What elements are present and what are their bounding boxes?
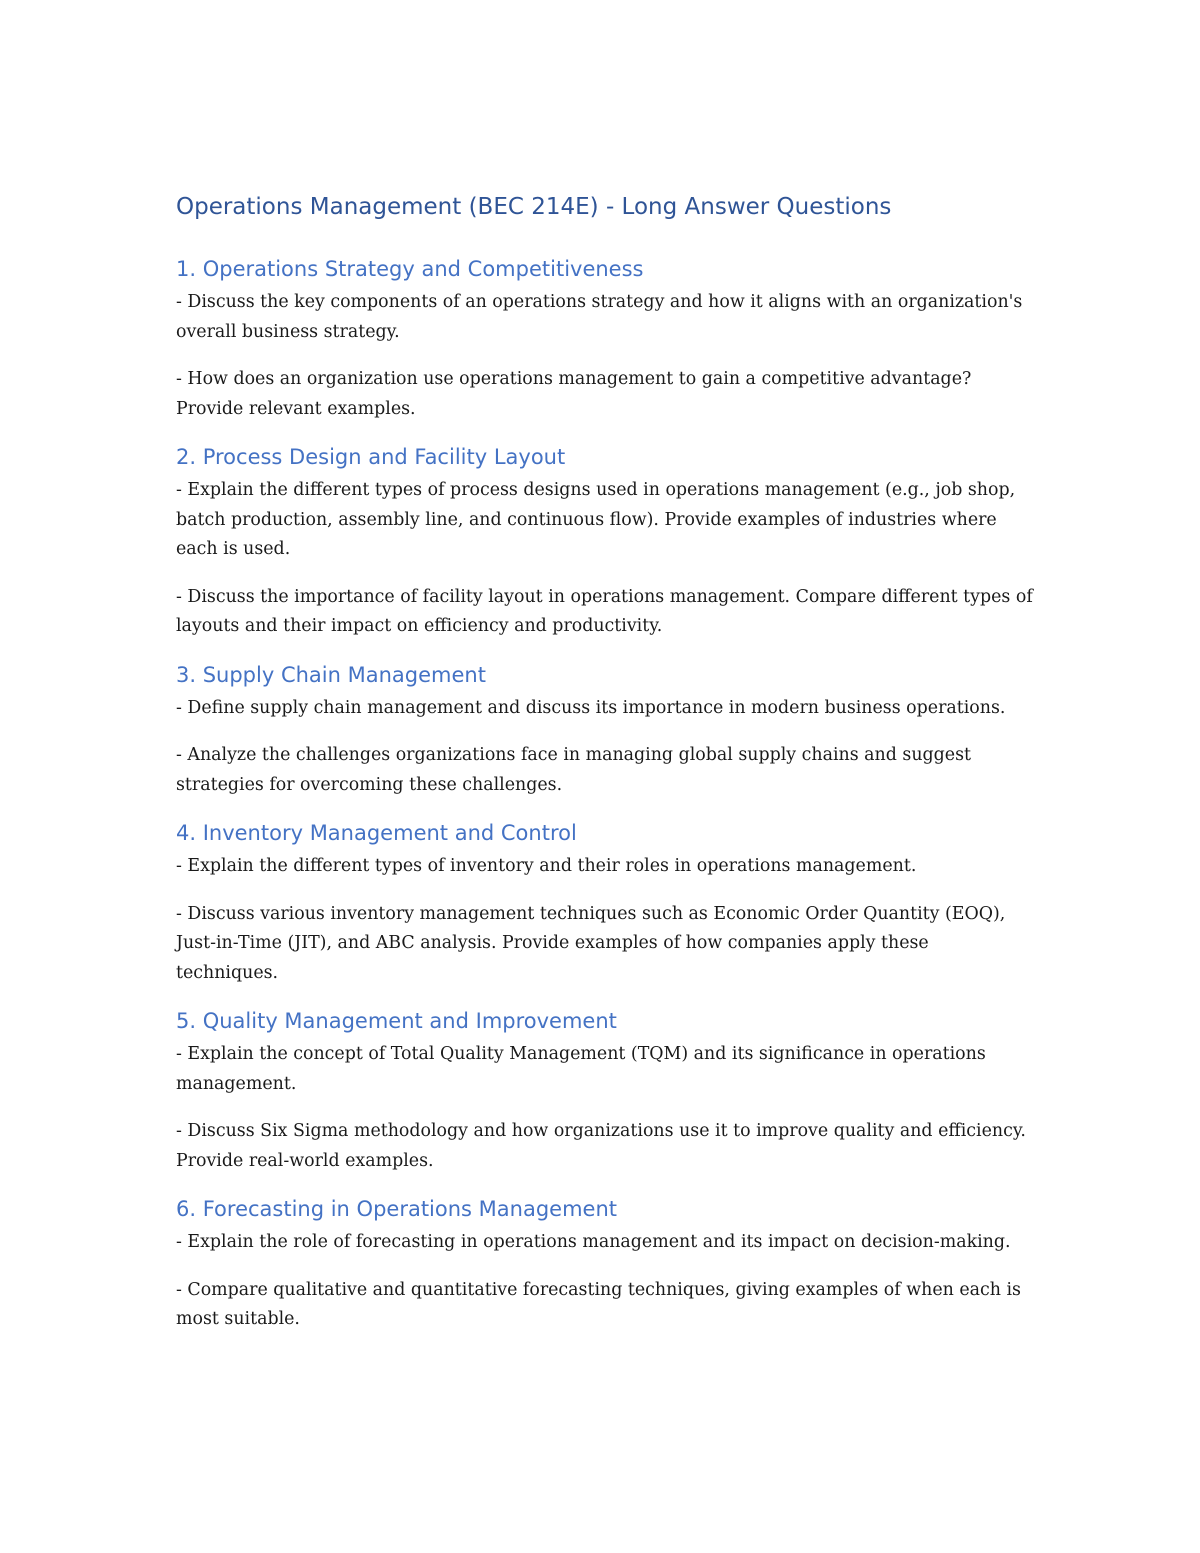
document-page <box>176 190 1036 1353</box>
question-item: - Discuss the key components of an operations strategy and how it aligns with an organization's overall business strategy. <box>176 292 1023 342</box>
section-heading: 4. Inventory Management and Control <box>176 821 577 845</box>
question-item: - Explain the different types of process designs used in operations management (e.g., job shop, batch production, assembly line, and continuous flow). Provide examples of industries where each is used. <box>176 480 1016 559</box>
question-item: - Discuss the importance of facility layout in operations management. Compare different types of layouts and their impact on efficiency and productivity. <box>176 586 1033 636</box>
question-item: - Analyze the challenges organizations face in managing global supply chains and suggest strategies for overcoming these challenges. <box>176 745 972 795</box>
document-title: Operations Management (BEC 214E) - Long Answer Questions <box>176 194 892 220</box>
question-item: - Explain the role of forecasting in operations management and its impact on decision-making. <box>176 1232 1011 1252</box>
section-heading: 2. Process Design and Facility Layout <box>176 445 566 469</box>
question-item: - How does an organization use operations management to gain a competitive advantage? Provide relevant examples. <box>176 369 972 419</box>
question-item: - Explain the different types of inventory and their roles in operations management. <box>176 856 917 876</box>
question-item: - Discuss various inventory management techniques such as Economic Order Quantity (EOQ), Just-in-Time (JIT), and ABC analysis. Provide examples of how companies apply these techniques. <box>176 903 1006 983</box>
section-forecasting <box>176 1194 1036 1335</box>
section-heading: 3. Supply Chain Management <box>176 662 486 687</box>
section-heading: 1. Operations Strategy and Competitiveness <box>176 257 644 281</box>
question-item: - Explain the concept of Total Quality Management (TQM) and its significance in operations management. <box>176 1044 986 1094</box>
question-item: - Define supply chain management and discuss its importance in modern business operations. <box>176 697 1006 718</box>
section-operations-strategy <box>176 254 1036 424</box>
question-item: - Discuss Six Sigma methodology and how organizations use it to improve quality and efficiency. Provide real-world examples. <box>176 1121 1026 1171</box>
section-supply-chain <box>176 660 1036 801</box>
section-heading: 5. Quality Management and Improvement <box>176 1009 617 1033</box>
question-item: - Compare qualitative and quantitative forecasting techniques, giving examples of when each is most suitable. <box>176 1279 1021 1329</box>
section-inventory <box>176 818 1036 988</box>
section-heading: 6. Forecasting in Operations Management <box>176 1197 617 1221</box>
section-process-design <box>176 442 1036 642</box>
section-quality <box>176 1006 1036 1176</box>
